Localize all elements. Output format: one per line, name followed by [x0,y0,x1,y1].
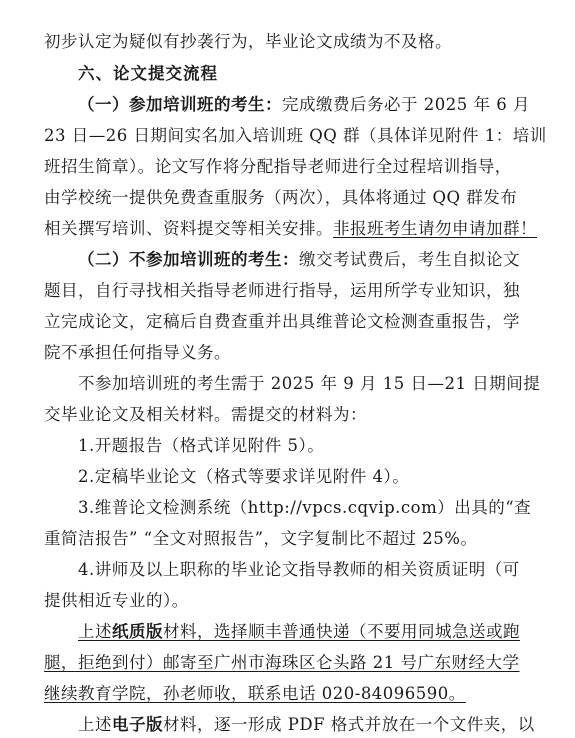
bold-text: 电子版 [112,715,163,734]
section-heading [78,64,544,84]
text-span: 由学校统一提供免费查重服务（两次），具体将通过 QQ 群发布 [44,188,518,207]
paragraph-line [44,32,544,52]
list-item-continuation [44,591,544,611]
text-span: 3.维普论文检测系统（http://vpcs.cqvip.com）出具的“查 [78,498,532,517]
paragraph-line [44,219,544,239]
text-span: 提供相近专业的）。 [44,591,189,610]
paragraph-line [78,250,544,270]
text-span: 题目，自行寻找相关指导老师进行指导，运用所学专业知识，独 [44,281,520,300]
text-span: 4.讲师及以上职称的毕业论文指导教师的相关资质证明（可 [78,560,520,579]
text-span: 六、论文提交流程 [78,64,218,83]
paragraph-line [78,374,544,394]
text-span: 1.开题报告（格式详见附件 5）。 [78,436,325,455]
text-span: 相关撰写培训、资料提交等相关安排。 [44,219,333,238]
paragraph-line [44,126,547,146]
paragraph-line [44,405,544,425]
text-span: 不参加培训班的考生需于 2025 年 9 月 15 日—21 日期间提 [78,374,541,393]
paragraph-line [78,95,544,115]
bold-text: 纸质版 [112,622,163,641]
text-span: 缴交考试费后，考生自拟论文 [299,250,520,269]
text-span: 完成缴费后务必于 2025 年 6 月 [282,95,530,114]
underlined-text: 继续教育学院，孙老师收，联系电话 020-84096590。 [44,684,466,703]
text-span: 班招生简章）。论文写作将分配指导老师进行全过程培训指导， [44,157,512,176]
text-span: 院不承担任何指导义务。 [44,343,231,362]
text-span: 重简洁报告” “全文对照报告”，文字复制比不超过 25%。 [44,529,478,548]
text-span: 上述 [78,715,112,734]
list-item [78,498,544,518]
text-span: 2.定稿毕业论文（格式等要求详见附件 4）。 [78,467,410,486]
paragraph-line [78,622,544,642]
text-span: 交毕业论文及相关材料。需提交的材料为： [44,405,367,424]
text-span: 23 日—26 日期间实名加入培训班 QQ 群（具体详见附件 1：培训 [44,126,547,145]
bold-text: （二）不参加培训班的考生： [78,250,299,269]
list-item [78,560,544,580]
list-item-continuation [44,529,544,549]
underlined-text: 腿，拒绝到付）邮寄至广州市海珠区仑头路 21 号广东财经大学 [44,653,520,672]
underlined-text: 非报班考生请勿申请加群！ [333,219,537,238]
list-item [78,436,544,456]
paragraph-line [78,715,544,735]
list-item [78,467,544,487]
text-span: 立完成论文，定稿后自费查重并出具维普论文检测查重报告，学 [44,312,520,331]
text-span: 初步认定为疑似有抄袭行为，毕业论文成绩为不及格。 [44,32,452,51]
paragraph-line [44,653,544,673]
paragraph-line [44,684,544,704]
underlined-text: 材料，选择顺丰普通快递（不要用同城急送或跑 [163,622,520,641]
paragraph-line [44,312,544,332]
paragraph-line [44,188,544,208]
paragraph-line [44,157,544,177]
bold-text: （一）参加培训班的考生： [78,95,282,114]
paragraph-line [44,343,544,363]
underlined-text: 上述 [78,622,112,641]
text-span: 材料，逐一形成 PDF 格式并放在一个文件夹，以 [163,715,535,734]
paragraph-line [44,281,544,301]
